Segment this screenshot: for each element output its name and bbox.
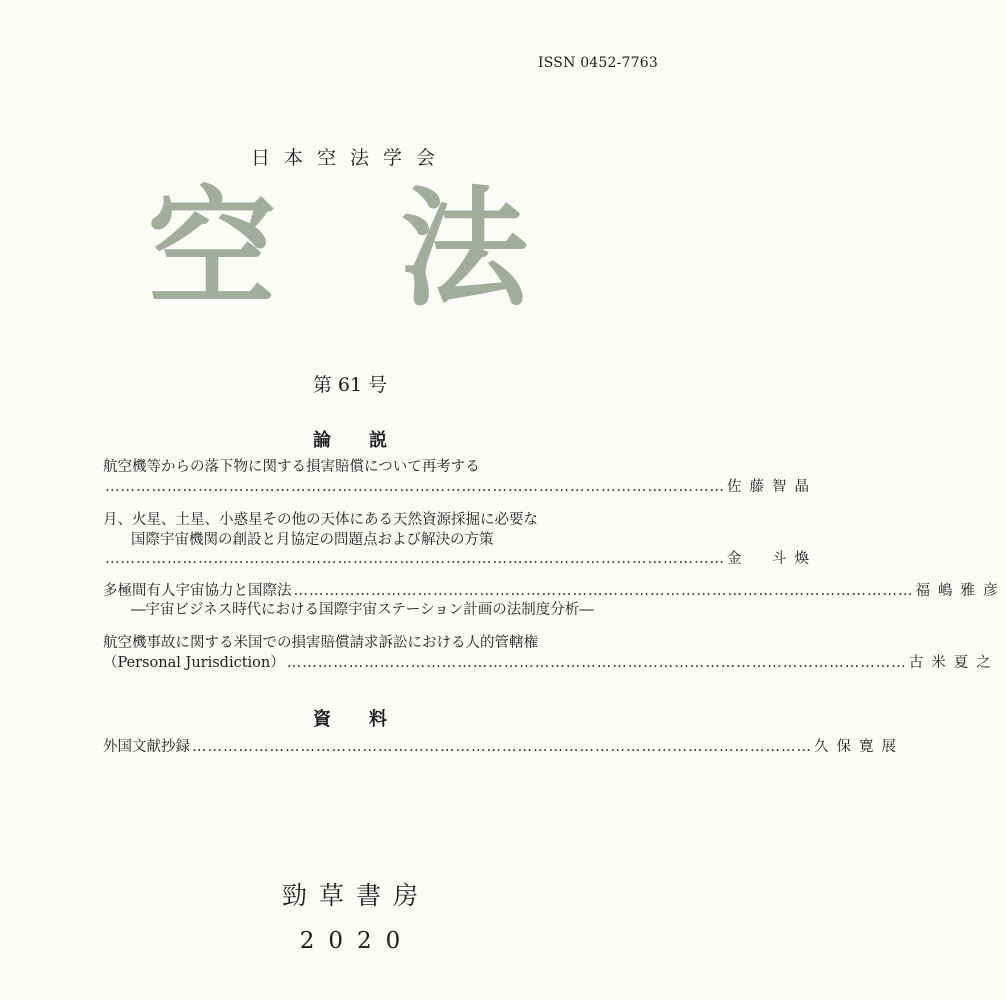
article-2-author: 金 斗煥 xyxy=(727,551,817,567)
publisher-name: 勁草書房 xyxy=(281,881,430,910)
article-1-author-row xyxy=(103,475,817,496)
section-heading-materials: 資料 xyxy=(313,709,425,730)
section-heading-articles: 論説 xyxy=(313,430,425,451)
material-1-title: 外国文献抄録 xyxy=(103,739,190,755)
article-4-title-line-1: 航空機事故に関する米国での損害賠償請求訴訟における人的管轄権 xyxy=(103,635,538,651)
society-name: 日本空法学会 xyxy=(250,147,449,169)
article-2-author-row xyxy=(103,547,817,568)
article-3-author: 福嶋雅彦 xyxy=(915,583,1006,599)
article-3-title-row xyxy=(103,579,1006,600)
article-2-title-line-1: 月、火星、土星、小惑星その他の天体にある天然資源採掘に必要な xyxy=(103,512,538,528)
material-1-author: 久保寛展 xyxy=(814,739,904,755)
journal-title-char-1: 空 xyxy=(148,174,277,324)
leader-dots: ………………………………………………………………………………………………………… xyxy=(192,739,812,755)
article-3-subtitle: ―宇宙ビジネス時代における国際宇宙ステーション計画の法制度分析― xyxy=(131,602,594,618)
article-1-author: 佐藤智晶 xyxy=(727,479,817,495)
journal-title-char-2: 法 xyxy=(400,174,529,324)
issue-number: 第 61 号 xyxy=(312,374,388,396)
leader-dots: ………………………………………………………………………………………………………… xyxy=(286,655,907,671)
leader-dots: ………………………………………………………………………………………………………… xyxy=(105,479,725,495)
issn-number: ISSN 0452-7763 xyxy=(538,55,658,71)
journal-title xyxy=(0,174,700,335)
article-1-title: 航空機等からの落下物に関する損害賠償について再考する xyxy=(103,459,480,475)
article-2-title-line-2: 国際宇宙機関の創設と月協定の問題点および解決の方策 xyxy=(131,532,494,548)
publication-year: 2020 xyxy=(299,928,415,954)
leader-dots: ………………………………………………………………………………………………………… xyxy=(293,583,914,599)
article-4-title-row-2 xyxy=(103,651,999,672)
article-4-title-line-2: （Personal Jurisdiction） xyxy=(103,655,285,671)
material-1-row xyxy=(103,735,904,756)
leader-dots: ………………………………………………………………………………………………………… xyxy=(105,551,725,567)
article-4-author: 古米夏之 xyxy=(908,655,999,671)
article-3-title: 多極間有人宇宙協力と国際法 xyxy=(103,583,292,599)
